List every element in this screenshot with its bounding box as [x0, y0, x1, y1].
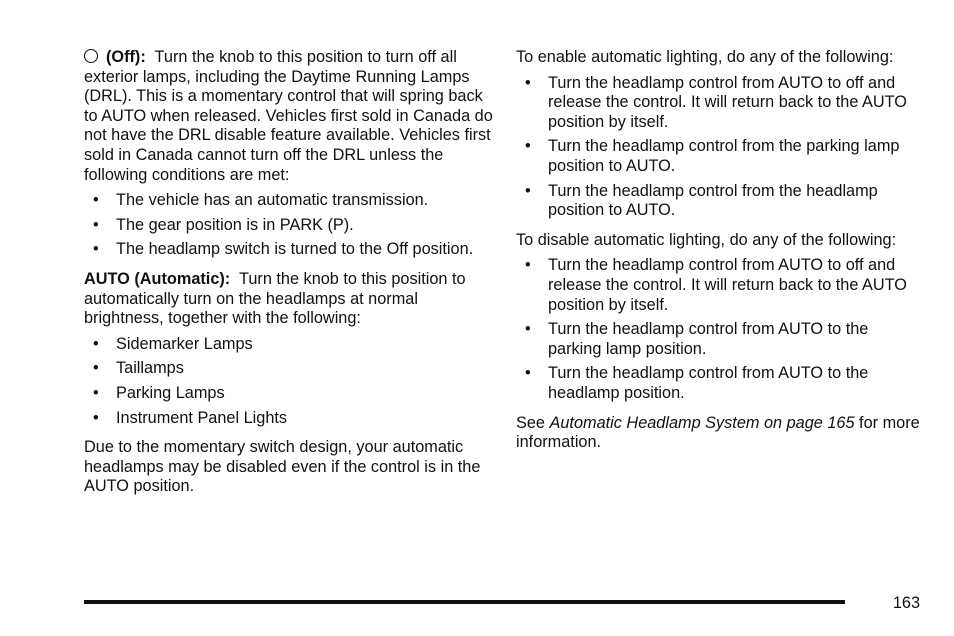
auto-paragraph — [84, 270, 494, 329]
disable-list — [516, 256, 920, 403]
enable-list — [516, 74, 920, 221]
list-item: • The vehicle has an automatic transmission. — [84, 191, 494, 211]
list-item: • The gear position is in PARK (P). — [84, 216, 494, 236]
footer-rule — [84, 600, 845, 604]
list-item: • Turn the headlamp control from AUTO to the parking lamp position. — [516, 320, 920, 359]
cross-reference-link: Automatic Headlamp System on page 165 — [549, 413, 855, 432]
list-item: • Sidemarker Lamps — [84, 335, 494, 355]
list-item: • Instrument Panel Lights — [84, 409, 494, 429]
off-circle-icon — [84, 49, 98, 63]
see-prefix: See — [516, 413, 545, 432]
page-number: 163 — [892, 594, 920, 612]
auto-lamps-list — [84, 335, 494, 428]
see-reference — [516, 414, 920, 453]
enable-intro: To enable automatic lighting, do any of the following: — [516, 48, 894, 66]
auto-text: Turn the knob to this position to automatically turn on the headlamps at normal brightness, together with the following: — [84, 269, 466, 328]
list-item: • The headlamp switch is turned to the Off position. — [84, 240, 494, 260]
list-item: • Turn the headlamp control from AUTO to off and release the control. It will return back to the AUTO position by itself. — [516, 256, 920, 315]
off-text: Turn the knob to this position to turn off all exterior lamps, including the Daytime Running Lamps (DRL). This is a momentary control that will spring back to AUTO when released. Vehicles first sold in Canada do not have the DRL disable feature available. Vehicles first sold in Canada cannot turn off the DRL unless the following conditions are met: — [84, 48, 493, 184]
closing-paragraph: Due to the momentary switch design, your automatic headlamps may be disabled even if the control is in the AUTO position. — [84, 438, 481, 496]
list-item: • Turn the headlamp control from AUTO to the headlamp position. — [516, 364, 920, 403]
off-paragraph — [84, 48, 494, 185]
list-item: • Turn the headlamp control from the parking lamp position to AUTO. — [516, 137, 920, 176]
list-item: • Parking Lamps — [84, 384, 494, 404]
off-conditions-list — [84, 191, 494, 260]
list-item: • Taillamps — [84, 359, 494, 379]
left-column — [84, 48, 494, 497]
off-label: (Off): — [106, 48, 146, 66]
list-item: • Turn the headlamp control from AUTO to off and release the control. It will return back to the AUTO position by itself. — [516, 74, 920, 133]
see-suffix: for more information. — [516, 413, 920, 452]
list-item: • Turn the headlamp control from the headlamp position to AUTO. — [516, 182, 920, 221]
auto-label: AUTO (Automatic): — [84, 269, 231, 288]
right-column — [516, 48, 920, 453]
disable-intro: To disable automatic lighting, do any of the following: — [516, 230, 897, 249]
